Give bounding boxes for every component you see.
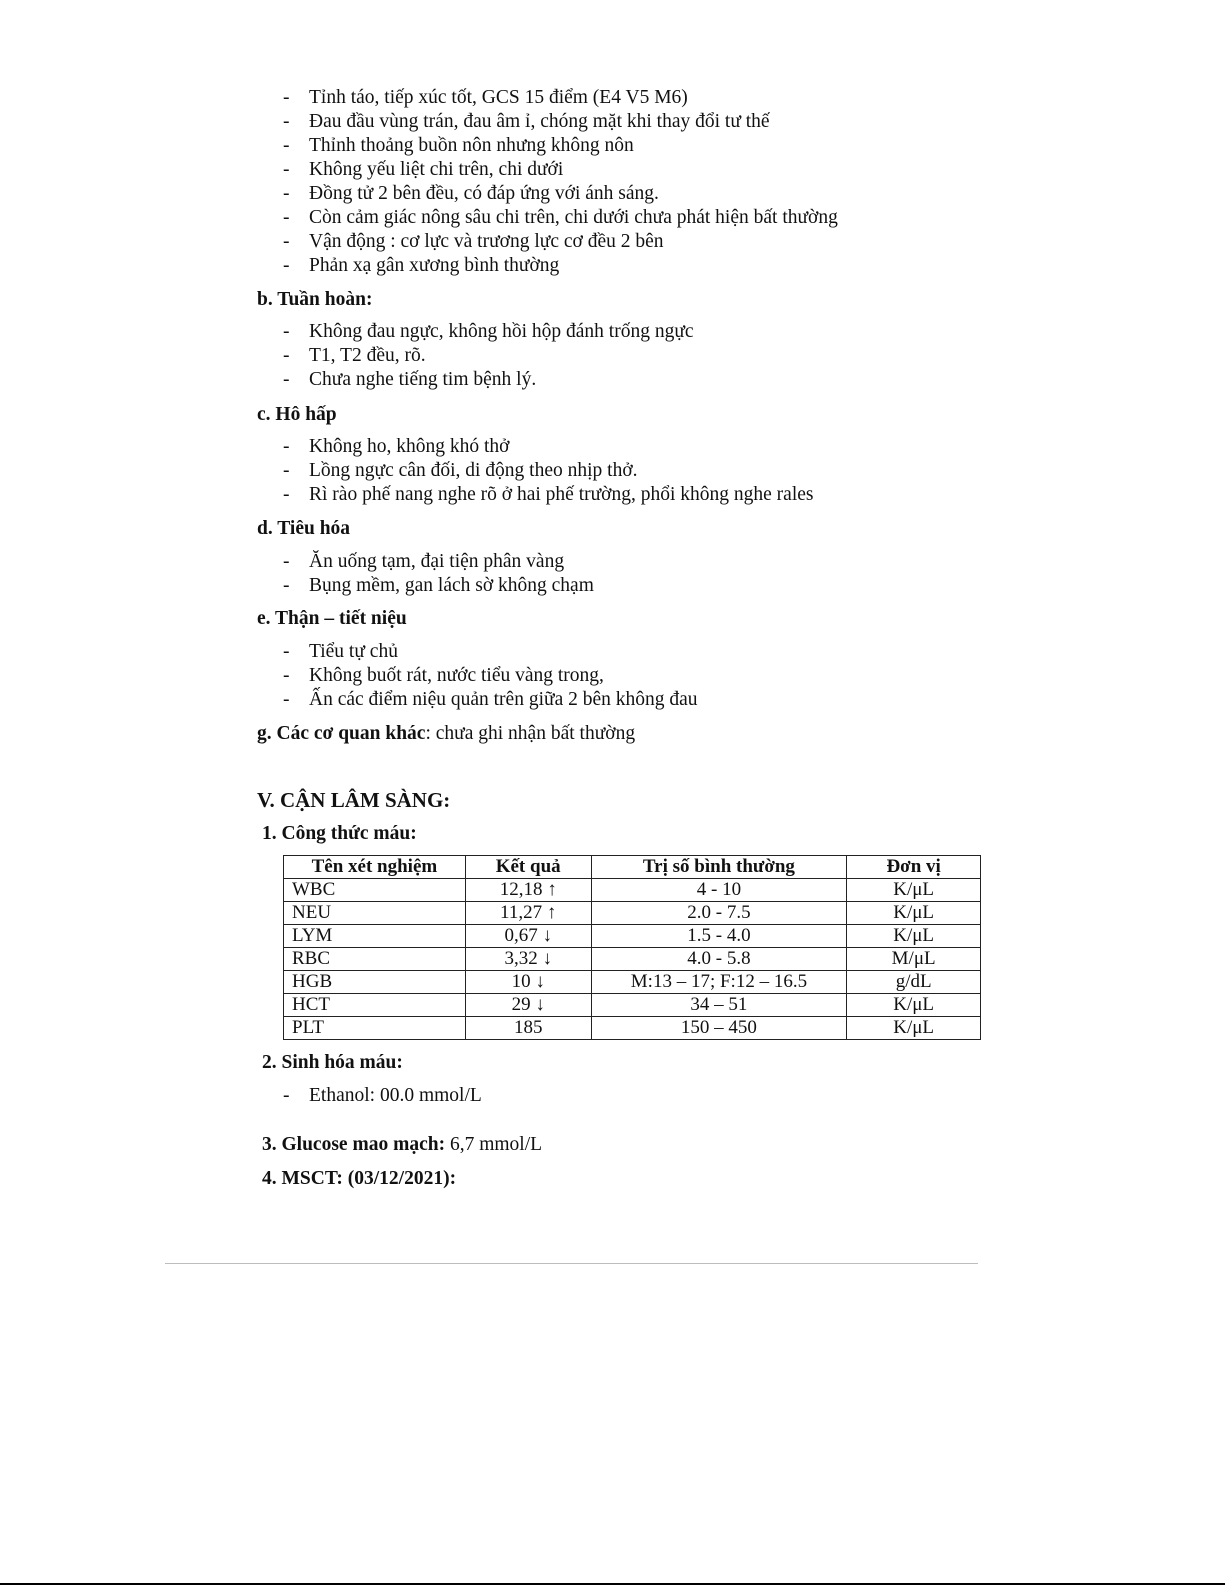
- other-organs-text: : chưa ghi nhận bất thường: [425, 723, 636, 744]
- page-divider: [165, 1263, 978, 1264]
- list-item: - Đồng tử 2 bên đều, có đáp ứng với ánh sáng.: [283, 183, 659, 204]
- bullet-dash: -: [283, 87, 290, 108]
- unit: K/μL: [847, 902, 981, 925]
- test-name: WBC: [284, 879, 466, 902]
- bullet-dash: -: [283, 369, 290, 390]
- test-name: RBC: [284, 948, 466, 971]
- bullet-dash: -: [283, 111, 290, 132]
- bullet-dash: -: [283, 641, 290, 662]
- cbc-table: [283, 855, 981, 1040]
- reference-range: 34 – 51: [591, 994, 847, 1017]
- table-row: [284, 879, 981, 902]
- renal-list: [283, 640, 698, 712]
- biochem-heading: 2. Sinh hóa máu:: [262, 1052, 403, 1073]
- test-result: 10 ↓: [465, 971, 591, 994]
- table-row: [284, 902, 981, 925]
- unit: K/μL: [847, 1017, 981, 1040]
- list-item: - Ethanol: 00.0 mmol/L: [283, 1085, 482, 1106]
- list-item: - Thỉnh thoảng buồn nôn nhưng không nôn: [283, 135, 634, 156]
- list-item: - Phản xạ gân xương bình thường: [283, 255, 560, 276]
- digestive-heading: d. Tiêu hóa: [257, 518, 351, 539]
- unit: M/μL: [847, 948, 981, 971]
- circulation-heading: b. Tuần hoàn:: [257, 289, 373, 310]
- bullet-dash: -: [283, 665, 290, 686]
- glucose-value: 6,7 mmol/L: [445, 1134, 543, 1155]
- reference-range: 2.0 - 7.5: [591, 902, 847, 925]
- list-item: - Không ho, không khó thở: [283, 436, 510, 457]
- test-result: 12,18 ↑: [465, 879, 591, 902]
- reference-range: M:13 – 17; F:12 – 16.5: [591, 971, 847, 994]
- bullet-dash: -: [283, 484, 290, 505]
- cbc-heading: 1. Công thức máu:: [262, 823, 417, 844]
- bullet-dash: -: [283, 345, 290, 366]
- biochem-list: [283, 1084, 482, 1108]
- test-result: 29 ↓: [465, 994, 591, 1017]
- list-item: - Rì rào phế nang nghe rõ ở hai phế trường, phổi không nghe rales: [283, 484, 814, 505]
- bullet-dash: -: [283, 460, 290, 481]
- bullet-dash: -: [283, 231, 290, 252]
- digestive-list: [283, 550, 594, 598]
- labs-section-title: V. CẬN LÂM SÀNG:: [257, 788, 451, 812]
- list-item: - Tỉnh táo, tiếp xúc tốt, GCS 15 điểm (E4 V5 M6): [283, 87, 688, 108]
- table-row: [284, 971, 981, 994]
- reference-range: 4.0 - 5.8: [591, 948, 847, 971]
- bullet-dash: -: [283, 183, 290, 204]
- bullet-dash: -: [283, 255, 290, 276]
- glucose-line: [262, 1133, 542, 1157]
- bullet-dash: -: [283, 207, 290, 228]
- list-item: - Không đau ngực, không hồi hộp đánh trống ngực: [283, 321, 694, 342]
- list-item: - Không yếu liệt chi trên, chi dưới: [283, 159, 564, 180]
- table-header-row: [284, 856, 981, 879]
- table-row: [284, 948, 981, 971]
- bullet-dash: -: [283, 1085, 290, 1106]
- list-item: - Còn cảm giác nông sâu chi trên, chi dưới chưa phát hiện bất thường: [283, 207, 838, 228]
- neuro-exam-list: [283, 86, 838, 278]
- test-name: PLT: [284, 1017, 466, 1040]
- unit: K/μL: [847, 994, 981, 1017]
- column-header: Đơn vị: [847, 856, 981, 879]
- msct-heading: 4. MSCT: (03/12/2021):: [262, 1168, 457, 1189]
- unit: K/μL: [847, 879, 981, 902]
- other-organs-line: [257, 722, 635, 746]
- column-header: Kết quả: [465, 856, 591, 879]
- reference-range: 150 – 450: [591, 1017, 847, 1040]
- table-row: [284, 925, 981, 948]
- column-header: Tên xét nghiệm: [284, 856, 466, 879]
- test-name: HGB: [284, 971, 466, 994]
- list-item: - T1, T2 đều, rõ.: [283, 345, 426, 366]
- circulation-list: [283, 320, 694, 392]
- bullet-dash: -: [283, 159, 290, 180]
- list-item: - Bụng mềm, gan lách sờ không chạm: [283, 575, 594, 596]
- respiratory-heading: c. Hô hấp: [257, 404, 337, 425]
- list-item: - Chưa nghe tiếng tim bệnh lý.: [283, 369, 537, 390]
- test-result: 11,27 ↑: [465, 902, 591, 925]
- test-result: 3,32 ↓: [465, 948, 591, 971]
- list-item: - Vận động : cơ lực và trương lực cơ đều 2 bên: [283, 231, 664, 252]
- bullet-dash: -: [283, 551, 290, 572]
- unit: g/dL: [847, 971, 981, 994]
- renal-heading: e. Thận – tiết niệu: [257, 608, 407, 629]
- bullet-dash: -: [283, 575, 290, 596]
- reference-range: 1.5 - 4.0: [591, 925, 847, 948]
- list-item: - Lồng ngực cân đối, di động theo nhịp thở.: [283, 460, 638, 481]
- bullet-dash: -: [283, 689, 290, 710]
- table-row: [284, 994, 981, 1017]
- list-item: - Không buốt rát, nước tiểu vàng trong,: [283, 665, 604, 686]
- list-item: - Tiểu tự chủ: [283, 641, 398, 662]
- test-result: 185: [465, 1017, 591, 1040]
- unit: K/μL: [847, 925, 981, 948]
- column-header: Trị số bình thường: [591, 856, 847, 879]
- list-item: - Ấn các điểm niệu quản trên giữa 2 bên không đau: [283, 689, 698, 710]
- bullet-dash: -: [283, 321, 290, 342]
- reference-range: 4 - 10: [591, 879, 847, 902]
- test-name: LYM: [284, 925, 466, 948]
- table-row: [284, 1017, 981, 1040]
- test-name: NEU: [284, 902, 466, 925]
- list-item: - Ăn uống tạm, đại tiện phân vàng: [283, 551, 565, 572]
- list-item: - Đau đầu vùng trán, đau âm ỉ, chóng mặt khi thay đổi tư thế: [283, 111, 770, 132]
- glucose-label: 3. Glucose mao mạch:: [262, 1134, 446, 1155]
- respiratory-list: [283, 435, 814, 507]
- other-organs-label: g. Các cơ quan khác: [257, 723, 426, 744]
- bullet-dash: -: [283, 135, 290, 156]
- test-name: HCT: [284, 994, 466, 1017]
- bullet-dash: -: [283, 436, 290, 457]
- test-result: 0,67 ↓: [465, 925, 591, 948]
